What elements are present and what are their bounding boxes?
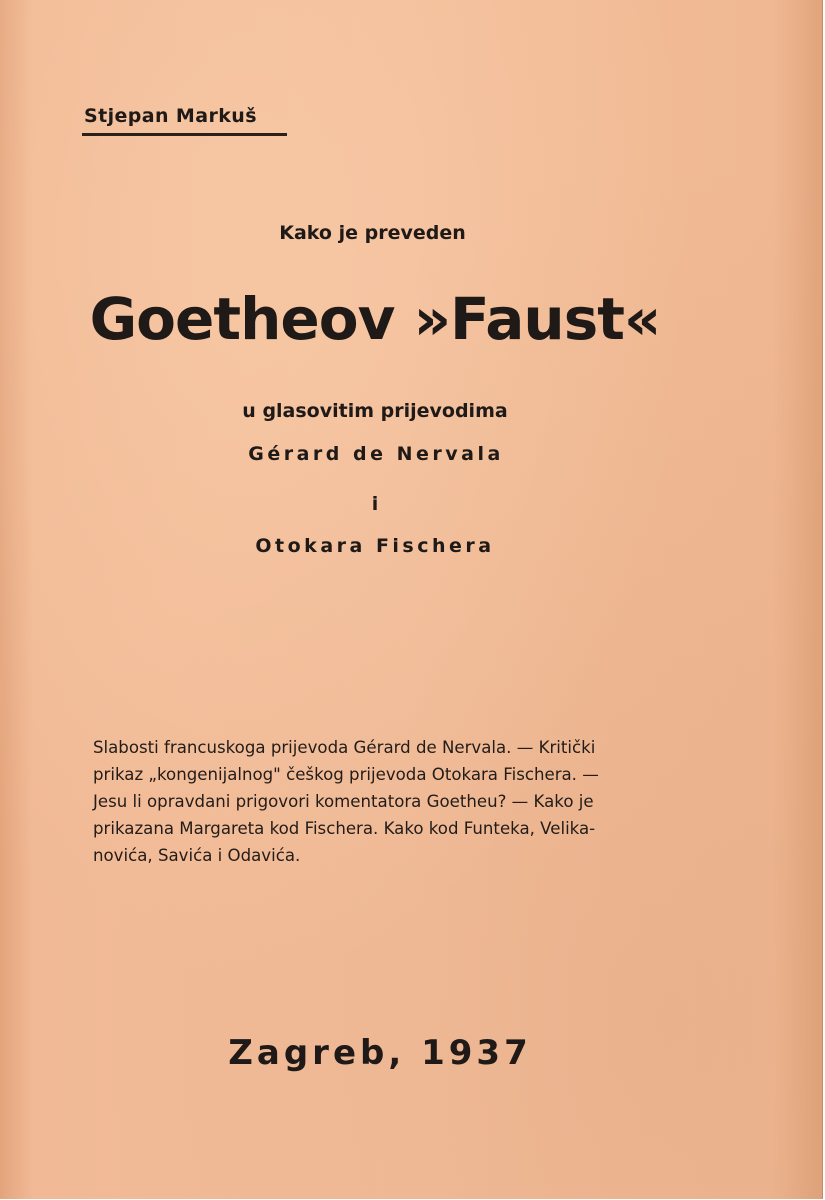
summary-line: Jesu li opravdani prigovori komentatora Goetheu? — Kako je (93, 792, 594, 811)
summary-line: prikazana Margareta kod Fischera. Kako kod Funteka, Velika- (93, 819, 596, 838)
summary-line: prikaz „kongenijalnog" češkog prijevoda Otokara Fischera. — (93, 765, 599, 784)
author-name: Stjepan Markuš (84, 105, 257, 127)
summary-line: Slabosti francuskoga prijevoda Gérard de Nervala. — Kritički (93, 738, 596, 757)
imprint-place-year: Zagreb, 1937 (228, 1033, 532, 1073)
translator-nerval: Gérard de Nervala (248, 443, 504, 465)
author-underline (82, 133, 287, 136)
subtitle: u glasovitim prijevodima (242, 400, 508, 422)
book-title: Goetheov »Faust« (89, 285, 661, 353)
title-kicker: Kako je preveden (279, 222, 466, 244)
summary-line: novića, Savića i Odavića. (93, 846, 301, 865)
translator-fischer: Otokara Fischera (255, 535, 495, 557)
conjunction: i (371, 493, 379, 515)
summary-block (93, 734, 713, 869)
